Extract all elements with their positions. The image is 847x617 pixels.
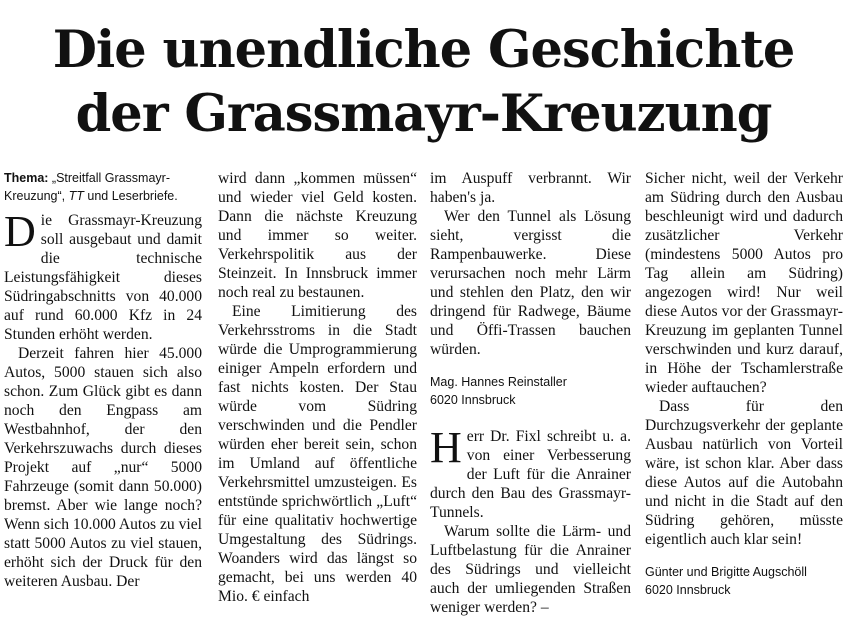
letter2-paragraph-1: Herr Dr. Fixl schreibt u. a. von einer Verbesserung der Luft für die Anrainer durch den Bau des Grassmayr-Tunnels. [430,423,631,521]
topic-label: Thema: [4,171,49,185]
letter2-paragraph-2-continued: Sicher nicht, weil der Verkehr am Südring durch den Ausbau beschleunigt wird und dadurch zusätzlicher Verkehr (mindestens 5000 Autos pro Tag allein am Südring) angezogen wird! Nur weil diese Autos vor der Grassmayr-Kreuzung im geplanten Tunnel verschwinden und kurz darauf, in Höhe der Tschamlerstraße wieder auftauchen? [645,170,843,396]
headline-line-2: der Grassmayr-Kreuzung [75,84,772,144]
topic-text: „Streitfall Grassmayr-Kreuzung“, TT und Leserbriefe. [4,171,178,203]
article-column-2 [218,169,417,605]
letter2-paragraph-2: Warum sollte die Lärm- und Luftbelastung für die Anrainer des Südrings und vielleicht auch der umliegenden Straßen weniger werden? – [430,523,631,616]
letter1-signature-city: 6020 Innsbruck [430,393,516,407]
headline-line-1: Die unendliche Geschichte [52,20,795,80]
letter1-signature [430,373,631,409]
letter2-paragraph-3: Dass für den Durchzugsverkehr der geplante Ausbau natürlich von Vorteil wäre, ist schon klar. Aber dass diese Autos auf die Autobahn und nicht in die Stadt auf den Südring gehören, müsste eigentlich auch klar sein! [645,398,843,548]
letter1-signature-name: Mag. Hannes Reinstaller [430,375,567,389]
letter1-paragraph-3: Eine Limitierung des Verkehrsstroms in die Stadt würde die Umprogrammierung einiger Ampeln erfordern und fast nichts kosten. Der Stau würde vom Südring verschwinden und die Pendler würden eher bereit sein, schon im Umland auf öffentliche Verkehrsmittel umzusteigen. Es entstünde sprichwörtlich „Luft“ für eine qualitativ hochwertige Umgestaltung des Südrings. Woanders wird das längst so gemacht, bei uns werden 40 Mio. € einfach [218,303,417,605]
article-column-1 [4,169,202,590]
article-column-4 [645,169,843,597]
letter1-paragraph-4: Wer den Tunnel als Lösung sieht, vergisst die Rampenbauwerke. Diese verursachen noch mehr Lärm und stehlen den Platz, den wir dringend für Radwege, Bäume und Öffi-Trassen bauchen würden. [430,208,631,358]
letter2-signature-name: Günter und Brigitte Augschöll [645,565,807,579]
letter1-paragraph-1: Die Grassmayr-Kreuzung soll ausgebaut und damit die technische Leistungsfähigkeit dieses Südringabschnitts von 40.000 auf rund 60.000 Kfz in 24 Stunden erhöht werden. [4,207,202,343]
letter1-paragraph-3-continued: im Auspuff verbrannt. Wir haben's ja. [430,170,631,206]
letter1-paragraph-2-continued: wird dann „kommen müssen“ und wieder viel Geld kosten. Dann die nächste Kreuzung und immer so weiter. Verkehrspolitik aus der Steinzeit. In Innsbruck immer noch real zu bestaunen. [218,170,417,301]
letter1-paragraph-2: Derzeit fahren hier 45.000 Autos, 5000 stauen sich also schon. Zum Glück gibt es dann noch den Engpass am Westbahnhof, der den Verkehrszuwachs durch dieses Projekt auf „nur“ 5000 Fahrzeuge (somit dann 50.000) bremst. Aber wie lange noch? Wenn sich 10.000 Autos zu viel statt 5000 Autos zu viel stauen, erhöht sich der Druck für den weiteren Ausbau. Der [4,345,202,590]
topic-line [4,169,202,205]
letter2-signature-city: 6020 Innsbruck [645,583,731,597]
letter1-dropcap: D [4,207,36,256]
letter2-dropcap: H [430,423,462,472]
letter2-signature [645,563,843,599]
article-column-3 [430,169,631,616]
